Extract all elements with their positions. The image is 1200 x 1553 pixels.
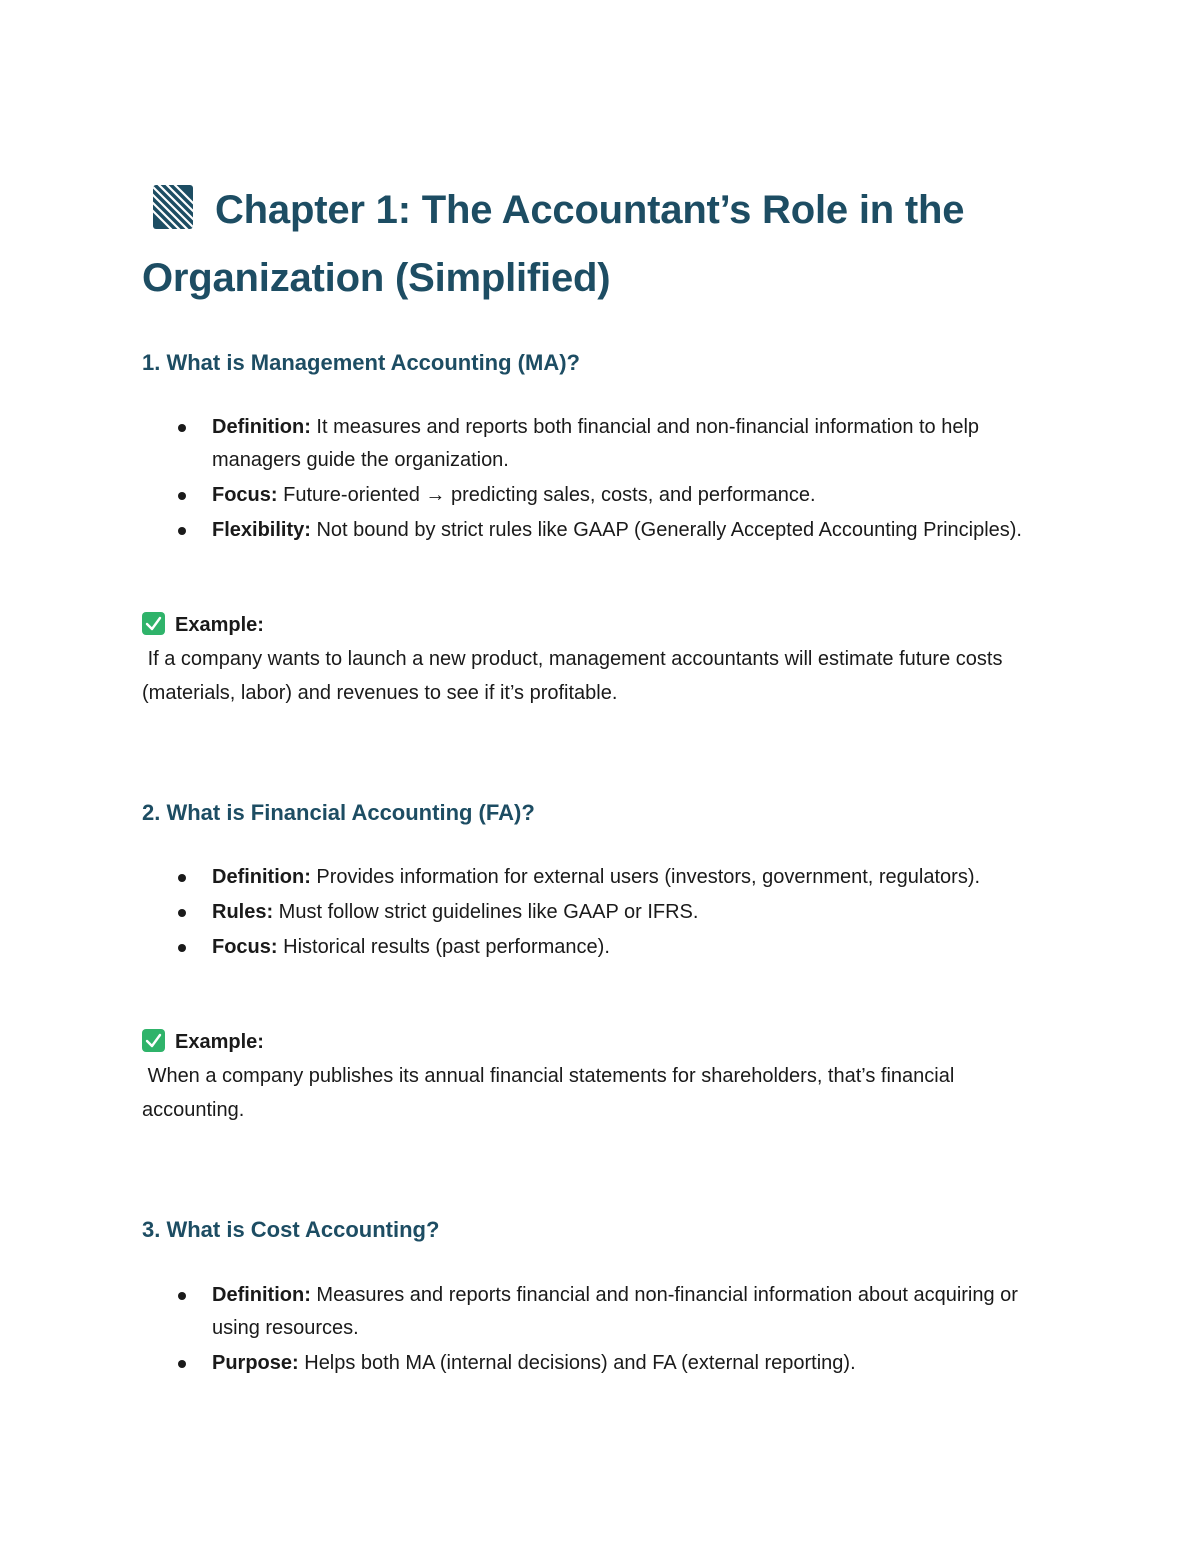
section-heading-fa: 2. What is Financial Accounting (FA)? xyxy=(142,800,535,825)
example-label: Example: xyxy=(142,1027,264,1057)
bullet-icon xyxy=(178,944,186,952)
list-item: Rules: Must follow strict guidelines like GAAP or IFRS. xyxy=(142,896,1062,929)
bullet-icon xyxy=(178,492,186,500)
striped-square-icon xyxy=(153,183,193,231)
bullet-icon xyxy=(178,909,186,917)
check-mark-icon xyxy=(142,612,165,635)
list-item: Focus: Future-oriented → predicting sales, costs, and performance. xyxy=(142,479,1062,512)
bullet-icon xyxy=(178,527,186,535)
bullet-icon xyxy=(178,424,186,432)
page-title xyxy=(142,176,1062,312)
example-label: Example: xyxy=(142,610,264,640)
page-title-text: Chapter 1: The Accountant’s Role in the Organization (Simplified) xyxy=(142,188,965,300)
bullet-icon xyxy=(178,1292,186,1300)
bullet-icon xyxy=(178,874,186,882)
list-item: Definition: It measures and reports both financial and non-financial information to help managers guide the organization. xyxy=(142,411,1062,477)
example-text: If a company wants to launch a new product, management accountants will estimate future costs (materials, labor) and revenues to see if it’s profitable. xyxy=(142,648,1009,704)
section-heading-cost: 3. What is Cost Accounting? xyxy=(142,1217,440,1242)
ma-bullet-list xyxy=(142,411,1062,549)
list-item: Flexibility: Not bound by strict rules like GAAP (Generally Accepted Accounting Principles). xyxy=(142,514,1062,547)
example-text: When a company publishes its annual financial statements for shareholders, that’s financial accounting. xyxy=(142,1065,960,1121)
section-heading-ma: 1. What is Management Accounting (MA)? xyxy=(142,350,580,375)
list-item: Purpose: Helps both MA (internal decisions) and FA (external reporting). xyxy=(142,1347,1062,1380)
check-mark-icon xyxy=(142,1029,165,1052)
list-item: Definition: Measures and reports financial and non-financial information about acquiring or using resources. xyxy=(142,1279,1062,1345)
fa-bullet-list xyxy=(142,861,1062,966)
cost-bullet-list xyxy=(142,1279,1062,1382)
bullet-icon xyxy=(178,1360,186,1368)
list-item: Focus: Historical results (past performance). xyxy=(142,931,1062,964)
list-item: Definition: Provides information for external users (investors, government, regulators). xyxy=(142,861,1062,894)
